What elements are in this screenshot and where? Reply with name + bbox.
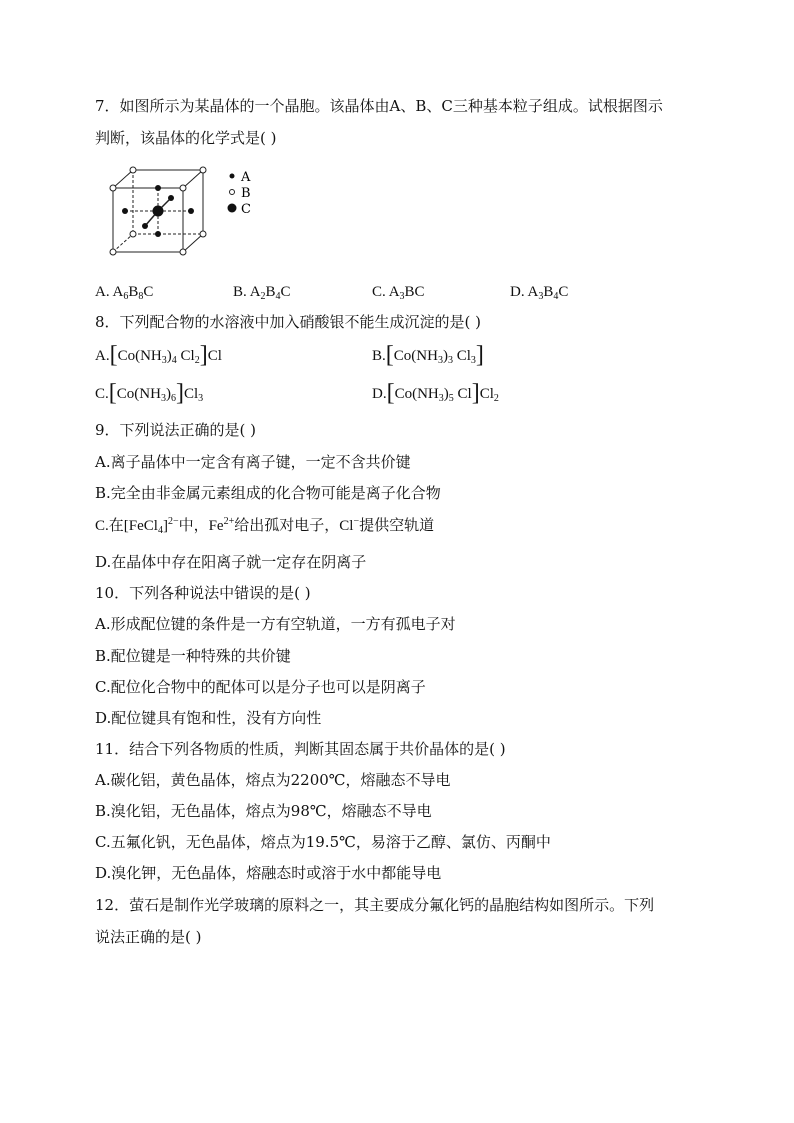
legend-c-marker [228, 204, 237, 213]
atom-b [130, 167, 136, 173]
q7-stem-line2: 判断，该晶体的化学式是( ) [95, 129, 277, 147]
legend-b-marker [230, 190, 235, 195]
legend-a-marker [230, 174, 235, 179]
atom-c [153, 206, 164, 217]
q7-option-c: C. $A_3BC$ [372, 284, 425, 302]
q8-option-b: $B.[Co(NH_3)_3$ $Cl_3$] [372, 342, 484, 368]
atom-b [180, 249, 186, 255]
q12-stem-line1: 12．萤石是制作光学玻璃的原料之一，其主要成分氟化钙的晶胞结构如图所示。下列 [95, 896, 655, 914]
q11-stem: 11．结合下列各物质的性质，判断其固态属于共价晶体的是( ) [95, 740, 506, 758]
crystal-unit-cell-diagram [105, 160, 265, 260]
q9-option-c: C.在[FeCl$_4$]$^{2-}$中，$Fe^{2+}$给出孤对电子，Cl−提供空轨道 [95, 516, 435, 536]
q7-option-d: D. $A_3B_4C$ [510, 284, 569, 302]
atom-b [110, 185, 116, 191]
atom-a [188, 208, 194, 214]
q11-option-d: D.溴化钾，无色晶体，熔融态时或溶于水中都能导电 [95, 864, 442, 882]
q11-option-b: B.溴化铝，无色晶体，熔点为98℃，熔融态不导电 [95, 802, 432, 820]
atom-b [200, 167, 206, 173]
q9-option-b: B.完全由非金属元素组成的化合物可能是离子化合物 [95, 484, 441, 502]
q10-option-c: C.配位化合物中的配体可以是分子也可以是阴离子 [95, 678, 426, 696]
atom-b [200, 231, 206, 237]
q8-option-c: $C.[Co(NH_3)_6]Cl_3$ [95, 380, 204, 406]
legend-a-label: A [241, 170, 251, 185]
q10-option-b: B.配位键是一种特殊的共价键 [95, 647, 291, 665]
atom-b [110, 249, 116, 255]
legend-b-label: B [241, 186, 251, 201]
q9-option-d: D.在晶体中存在阳离子就一定存在阴离子 [95, 553, 367, 571]
q9-stem: 9．下列说法正确的是( ) [95, 421, 257, 439]
q8-option-a: $A.[Co(NH_3)_4$ $Cl_2]Cl$ [95, 342, 222, 368]
q10-option-a: A.形成配位键的条件是一方有空轨道，一方有孤电子对 [95, 615, 456, 633]
legend-c-label: C [241, 202, 251, 217]
atom-b [180, 185, 186, 191]
atom-a [142, 223, 148, 229]
q8-option-d: $D.[Co(NH_3)_5$ $Cl]Cl_2$ [372, 380, 499, 406]
q7-option-a: A. $A_6B_8C$ [95, 284, 154, 302]
q8-stem: 8．下列配合物的水溶液中加入硝酸银不能生成沉淀的是( ) [95, 313, 482, 331]
q12-stem-line2: 说法正确的是( ) [95, 928, 202, 946]
q10-stem: 10．下列各种说法中错误的是( ) [95, 584, 311, 602]
atom-a [155, 185, 161, 191]
q11-option-c: C.五氟化钒，无色晶体，熔点为19.5℃，易溶于乙醇、氯仿、丙酮中 [95, 833, 551, 851]
atom-a [155, 231, 161, 237]
q10-option-d: D.配位键具有饱和性，没有方向性 [95, 709, 322, 727]
q7-option-b: B. $A_2B_4C$ [233, 284, 291, 302]
q9-option-a: A.离子晶体中一定含有离子键，一定不含共价键 [95, 453, 411, 471]
q7-stem-line1: 7．如图所示为某晶体的一个晶胞。该晶体由A、B、C三种基本粒子组成。试根据图示 [95, 97, 663, 115]
atom-a [122, 208, 128, 214]
atom-b [130, 231, 136, 237]
atom-a [168, 195, 174, 201]
q11-option-a: A.碳化铝，黄色晶体，熔点为2200℃，熔融态不导电 [95, 771, 451, 789]
